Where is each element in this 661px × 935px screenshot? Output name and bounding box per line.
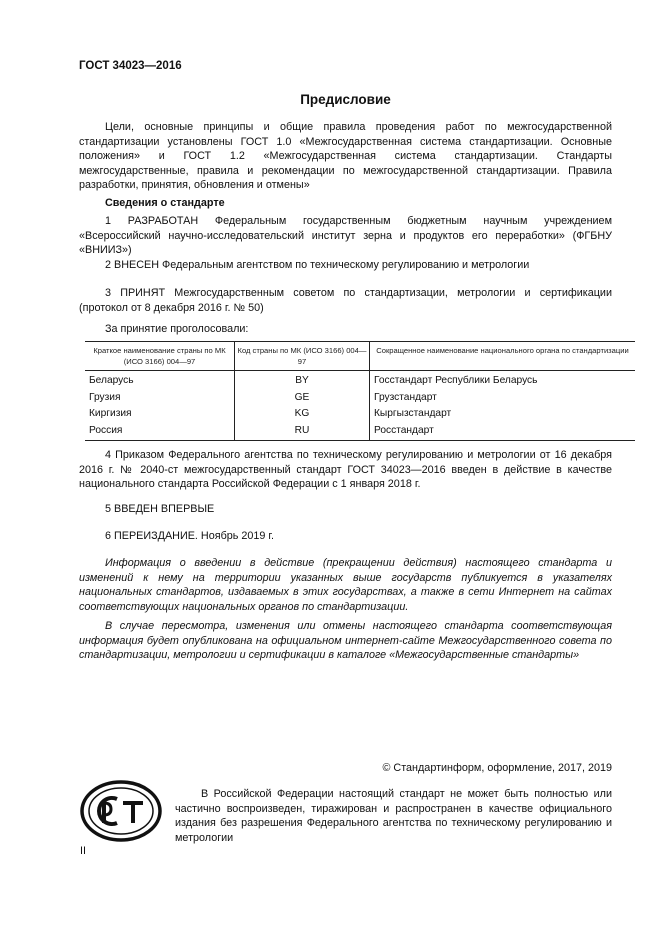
note-implementation-info: Информация о введении в действие (прекращении действия) настоящего стандарта и изменений к нему на территории указанных выше государств публикуется в указателях национальных стандартов, издаваемых в этих государствах, а также в сети Интернет на сайтах соответствующих национальных органов по стандартизации. [79, 557, 612, 613]
organization-cell: Грузстандарт [370, 390, 636, 407]
table-row [85, 371, 635, 390]
organization-cell: Росстандарт [370, 423, 636, 441]
country-cell: Киргизия [89, 408, 132, 420]
item-5-first-introduced: 5 ВВЕДЕН ВПЕРВЫЕ [105, 503, 215, 515]
vote-table [85, 341, 635, 441]
table-row [85, 406, 635, 423]
copyright-line: © Стандартинформ, оформление, 2017, 2019 [382, 762, 612, 774]
table-row [85, 390, 635, 407]
preface-intro: Цели, основные принципы и общие правила проведения работ по межгосударственной стандартизации установлены ГОСТ 1.0 «Межгосударственная система стандартизации. Основные положения» и ГОСТ 1.2 «Межгосударственная система стандартизации. Стандарты межгосударственные, правила и рекомендации по межгосударственной стандартизации. Правила разработки, принятия, обновления и отмены» [79, 121, 612, 192]
document-code: ГОСТ 34023—2016 [79, 60, 182, 72]
column-header-organization: Сокращенное наименование национального органа по стандартизации [370, 342, 636, 371]
reproduction-notice: В Российской Федерации настоящий стандарт не может быть полностью или частично воспроизведен, тиражирован и распространен в качестве официального издания без разрешения Федерального агентства по техническому регулированию и метрологии [175, 788, 612, 844]
country-cell: Грузия [89, 391, 121, 403]
item-6-reissue: 6 ПЕРЕИЗДАНИЕ. Ноябрь 2019 г. [105, 530, 275, 542]
code-cell: RU [235, 423, 370, 441]
country-cell: Беларусь [89, 375, 134, 387]
section-heading-about: Сведения о стандарте [105, 197, 225, 209]
code-cell: GE [235, 390, 370, 407]
code-cell: BY [235, 371, 370, 390]
column-header-code: Код страны по МК (ИСО 3166) 004—97 [235, 342, 370, 371]
country-cell: Россия [85, 423, 235, 441]
organization-cell: Кыргызстандарт [370, 406, 636, 423]
about-item-1: 1 РАЗРАБОТАН Федеральным государственным бюджетным научным учреждением «Всероссийский научно-исследовательский институт зерна и продуктов его переработки» (ФГБНУ «ВНИИЗ») [79, 215, 612, 257]
column-header-country: Краткое наименование страны по МК (ИСО 3166) 004—97 [85, 342, 235, 371]
item-4-order: 4 Приказом Федерального агентства по техническому регулированию и метрологии от 16 декабря 2016 г. № 2040-ст межгосударственный стандарт ГОСТ 34023—2016 введен в действие в качестве национального стандарта Российской Федерации с 1 января 2018 г. [79, 449, 612, 491]
organization-cell: Госстандарт Республики Беларусь [370, 371, 636, 390]
vote-table-header-row [85, 342, 635, 371]
table-row [85, 423, 635, 441]
vote-table-wrapper [85, 341, 635, 441]
about-item-3: 3 ПРИНЯТ Межгосударственным советом по стандартизации, метрологии и сертификации (протокол от 8 декабря 2016 г. № 50) [79, 287, 612, 314]
note-revision-info: В случае пересмотра, изменения или отмены настоящего стандарта соответствующая информация будет опубликована на официальном интернет-сайте Межгосударственного совета по стандартизации, метрологии и сертификации в каталоге «Межгосударственные стандарты» [79, 620, 612, 662]
rst-certification-mark-icon [79, 779, 163, 843]
code-cell: KG [235, 406, 370, 423]
page-number: II [80, 845, 86, 857]
about-item-2: 2 ВНЕСЕН Федеральным агентством по техническому регулированию и метрологии [105, 259, 530, 271]
vote-intro: За принятие проголосовали: [105, 323, 249, 335]
page-title: Предисловие [300, 92, 391, 107]
